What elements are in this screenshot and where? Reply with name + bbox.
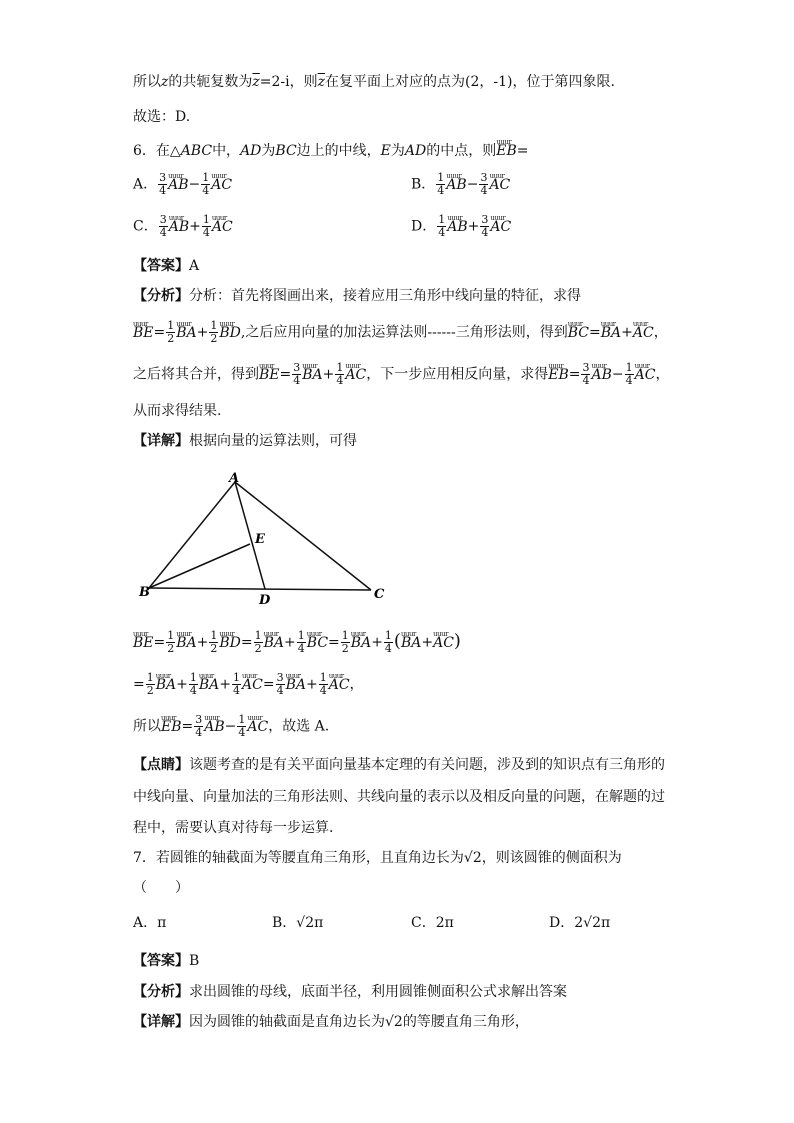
op: = (589, 324, 601, 341)
num: 1 (297, 629, 305, 642)
num: 1 (336, 361, 344, 374)
op: + (322, 366, 335, 383)
frac (436, 172, 445, 197)
detail-tag: 【详解】 (133, 1014, 189, 1030)
math: √2 (463, 850, 482, 866)
vector-ac: uuur AC (635, 365, 656, 385)
var: ABC (180, 143, 213, 159)
frac (189, 672, 198, 697)
op: + (176, 676, 188, 693)
op: − (224, 718, 237, 735)
option-label: D． (549, 915, 575, 931)
num: 3 (481, 213, 489, 226)
den: 4 (384, 642, 392, 655)
label-d: D (259, 593, 271, 608)
vector-be: uuur BE (259, 365, 280, 385)
num: 1 (625, 361, 633, 374)
q6-analysis-2 (133, 320, 668, 345)
num: 1 (233, 671, 241, 684)
op: + (189, 218, 201, 235)
text: 为 (261, 143, 276, 159)
text: 因为圆锥的轴截面是直角边长为 (189, 1014, 385, 1030)
q6-option-a (133, 172, 232, 197)
den: 4 (480, 184, 488, 197)
q6-analysis-3 (133, 362, 669, 387)
den: 4 (481, 226, 489, 239)
den: 4 (336, 374, 344, 387)
den: 4 (438, 226, 446, 239)
num: 1 (189, 671, 197, 684)
num: 1 (210, 319, 218, 332)
text: ，下一步应用相反向量，求得 (366, 366, 549, 383)
num: 3 (276, 671, 284, 684)
den: 4 (238, 726, 246, 739)
vector-ac: uuur AC (489, 175, 510, 195)
q7-answer (133, 951, 199, 971)
option-label: A． (133, 915, 158, 931)
frac (209, 320, 218, 345)
frac (194, 714, 203, 739)
den: 2 (254, 642, 262, 655)
label-a: A (229, 471, 240, 486)
num: 1 (238, 713, 246, 726)
den: 2 (167, 332, 175, 345)
frac (480, 214, 489, 239)
num: 1 (146, 671, 154, 684)
num: 1 (202, 213, 210, 226)
q7-option-c (411, 913, 454, 933)
note-tag: 【点睛】 (133, 757, 189, 773)
option-label: D． (411, 218, 437, 235)
vector-be: uuur BE (133, 633, 154, 653)
triangle-figure (133, 468, 393, 608)
label-c: C (374, 587, 385, 602)
num: 3 (480, 171, 488, 184)
q7-analysis (133, 982, 567, 1002)
vector-bc: uuur BC (568, 323, 589, 343)
op: + (371, 634, 383, 651)
frac (335, 362, 344, 387)
frac (202, 214, 211, 239)
q7-option-d (549, 913, 610, 933)
vector-ba: uuur BA (176, 323, 196, 343)
vector-ac: uuur AC (633, 323, 654, 343)
vector-ac: uuur AC (345, 365, 366, 385)
q6-conclusion (133, 714, 329, 739)
var: AD (404, 143, 427, 159)
op: + (196, 634, 209, 651)
vector-ba: uuur BA (601, 323, 621, 343)
vector-ab: uuur AB (169, 217, 189, 237)
den: 2 (146, 684, 154, 697)
num: 1 (341, 629, 349, 642)
frac (625, 362, 634, 387)
var: AD (240, 143, 262, 159)
op: = (262, 676, 275, 693)
frac (166, 320, 175, 345)
text: 该题考查的是有关平面向量基本定理的有关问题，涉及到的知识点有三角形的 (189, 757, 665, 773)
text: = (516, 143, 529, 159)
frac (276, 672, 285, 697)
frac (581, 362, 590, 387)
den: 4 (297, 642, 305, 655)
text: 的中点，则 (426, 143, 497, 159)
q6-option-c (133, 214, 233, 239)
text: 之后将其合并，得到 (133, 366, 259, 383)
option-label: A． (133, 176, 158, 193)
q6-detail-1 (133, 431, 357, 451)
frac (159, 214, 168, 239)
num: 1 (167, 319, 175, 332)
option-label: C． (411, 915, 436, 931)
frac (341, 630, 350, 655)
vector-ac: uuur AC (211, 175, 232, 195)
segment-be (149, 544, 250, 588)
frac (319, 672, 328, 697)
vector-eb: uuur EB (161, 717, 182, 737)
option-value: 2π (435, 915, 454, 931)
op: = (133, 676, 145, 693)
q6-option-d (411, 214, 511, 239)
op: = (279, 366, 292, 383)
q6-derivation-1 (133, 630, 461, 655)
math: √2 (385, 1014, 403, 1030)
answer-tag: 【答案】 (133, 953, 189, 969)
text: 所以 (133, 74, 161, 90)
q6-option-b (411, 172, 510, 197)
vector-ba: uuur BA (264, 633, 284, 653)
edge-ab (149, 482, 235, 588)
op: = (153, 634, 166, 651)
analysis-tag: 【分析】 (133, 288, 189, 304)
text: 为 (390, 143, 405, 159)
edge-bc (149, 588, 371, 590)
text: 6．在△ (133, 143, 181, 159)
frac (158, 172, 167, 197)
num: 1 (437, 171, 445, 184)
vector-ac: uuur AC (433, 633, 454, 653)
den: 4 (189, 684, 197, 697)
num: 3 (159, 171, 167, 184)
den: 4 (159, 184, 167, 197)
text: ， (349, 676, 364, 693)
vector-ab: uuur AB (204, 717, 224, 737)
text: 的共轭复数为 (168, 74, 253, 90)
vector-ac: uuur AC (329, 675, 350, 695)
frac (292, 362, 301, 387)
num: 3 (159, 213, 167, 226)
q6-derivation-2 (133, 672, 364, 697)
var-zbar: $\overline{z}$ (252, 74, 260, 90)
q6-note-2: 中线向量、向量加法的三角形法则、共线向量的表示以及相反向量的问题，在解题的过 (133, 789, 665, 805)
var: E (380, 143, 391, 159)
vector-ab: uuur AB (168, 175, 188, 195)
frac (254, 630, 263, 655)
vector-ba: uuur BA (286, 675, 306, 695)
var-zbar: $\overline{z}$ (317, 74, 326, 90)
vector-be: uuur BE (133, 323, 154, 343)
vector-ba: uuur BA (302, 365, 322, 385)
text: ，故选 A. (268, 718, 330, 735)
detail-tag: 【详解】 (133, 433, 189, 449)
q6-note-3: 程中，需要认真对待每一步运算. (133, 820, 334, 836)
vector-ba: uuur BA (401, 633, 421, 653)
option-value: π (157, 915, 167, 931)
q6-note-1 (133, 755, 665, 775)
frac (479, 172, 488, 197)
num: 1 (167, 629, 175, 642)
text: 的等腰直角三角形， (402, 1014, 529, 1030)
num: 1 (438, 213, 446, 226)
den: 4 (625, 374, 633, 387)
q7-option-b (272, 913, 323, 933)
text: 求出圆锥的母线，底面半径，利用圆锥侧面积公式求解出答案 (189, 984, 567, 1000)
frac (201, 172, 210, 197)
text: 在复平面上对应的点为(2，-1)，位于第四象限. (325, 74, 615, 90)
vector-ba: uuur BA (156, 675, 176, 695)
den: 4 (233, 684, 241, 697)
den: 4 (202, 226, 210, 239)
op: = (328, 634, 340, 651)
text: 分析：首先将图画出来，接着应用三角形中线向量的特征，求得 (189, 288, 581, 304)
frac (237, 714, 246, 739)
num: 1 (210, 629, 218, 642)
vector-ba: uuur BA (176, 633, 196, 653)
den: 4 (319, 684, 327, 697)
text: ,之后应用向量的加法运算法则------三角形法则，得到 (240, 324, 568, 341)
op: + (421, 634, 434, 651)
vector-ab: uuur AB (446, 175, 466, 195)
text: 所以 (133, 718, 161, 735)
frac (166, 630, 175, 655)
den: 4 (293, 374, 301, 387)
vector-ac: uuur AC (490, 217, 511, 237)
op: + (621, 324, 633, 341)
option-value: √2π (296, 915, 324, 931)
q7-paren: （ ） (133, 880, 189, 896)
den: 4 (437, 184, 445, 197)
op: − (466, 176, 479, 193)
vector-bd: uuur BD (219, 633, 241, 653)
vector-ac: uuur AC (247, 717, 268, 737)
den: 4 (582, 374, 590, 387)
q7-stem (133, 848, 622, 868)
num: 3 (195, 713, 203, 726)
text: 中， (212, 143, 241, 159)
num: 3 (293, 361, 301, 374)
option-label: B． (272, 915, 297, 931)
op: − (611, 366, 624, 383)
vector-ab: uuur AB (591, 365, 611, 385)
den: 4 (159, 226, 167, 239)
op: + (219, 676, 232, 693)
op: = (240, 634, 253, 651)
text: 根据向量的运算法则，可得 (189, 433, 357, 449)
vector-ac: uuur AC (242, 675, 263, 695)
op: + (284, 634, 296, 651)
vector-ba: uuur BA (351, 633, 371, 653)
option-label: C． (133, 218, 158, 235)
num: 1 (384, 629, 392, 642)
text: ， (653, 324, 668, 341)
vector-ac: uuur AC (212, 217, 233, 237)
paren: ) (453, 630, 461, 652)
num: 1 (202, 171, 210, 184)
vector-eb: uuur EB (548, 365, 569, 385)
op: = (568, 366, 581, 383)
vector-bc: uuur BC (307, 633, 328, 653)
q6-stem (133, 141, 529, 161)
frac (209, 630, 218, 655)
op: + (196, 324, 209, 341)
analysis-tag: 【分析】 (133, 984, 189, 1000)
option-value: 2√2π (574, 915, 611, 931)
den: 2 (341, 642, 349, 655)
den: 4 (202, 184, 210, 197)
num: 1 (254, 629, 262, 642)
paren: ( (393, 630, 401, 652)
frac (437, 214, 446, 239)
text: 7．若圆锥的轴截面为等腰直角三角形，且直角边长为 (133, 850, 464, 866)
label-e: E (255, 532, 265, 547)
op: − (188, 176, 201, 193)
den: 2 (210, 642, 218, 655)
num: 1 (319, 671, 327, 684)
answer-tag: 【答案】 (133, 258, 189, 274)
q6-analysis-4: 从而求得结果. (133, 403, 222, 419)
vector-eb: uuur EB (496, 141, 517, 161)
q6-answer (133, 256, 199, 276)
den: 2 (210, 332, 218, 345)
den: 4 (276, 684, 284, 697)
q7-option-a (133, 913, 166, 933)
label-b: B (139, 585, 150, 600)
den: 2 (167, 642, 175, 655)
q6-analysis-1 (133, 286, 581, 306)
vector-ba: uuur BA (199, 675, 219, 695)
answer-value: A (189, 258, 200, 274)
frac (384, 630, 393, 655)
text: =2-i，则 (259, 74, 318, 90)
op: + (467, 218, 480, 235)
frac (232, 672, 241, 697)
text: 边上的中线， (296, 143, 381, 159)
prev-line-1 (133, 72, 615, 92)
op: = (153, 324, 166, 341)
var: BC (275, 143, 297, 159)
var-z: z (161, 74, 169, 90)
text: ， (655, 366, 670, 383)
frac (146, 672, 155, 697)
op: = (181, 718, 194, 735)
den: 4 (195, 726, 203, 739)
op: + (305, 676, 318, 693)
vector-ab: uuur AB (447, 217, 467, 237)
num: 3 (582, 361, 590, 374)
vector-bd: uuur BD (219, 323, 241, 343)
q7-detail (133, 1012, 529, 1032)
answer-value: B (189, 953, 200, 969)
option-label: B． (411, 176, 436, 193)
frac (297, 630, 306, 655)
prev-line-2: 故选：D. (133, 109, 191, 125)
text: ，则该圆锥的侧面积为 (481, 850, 622, 866)
